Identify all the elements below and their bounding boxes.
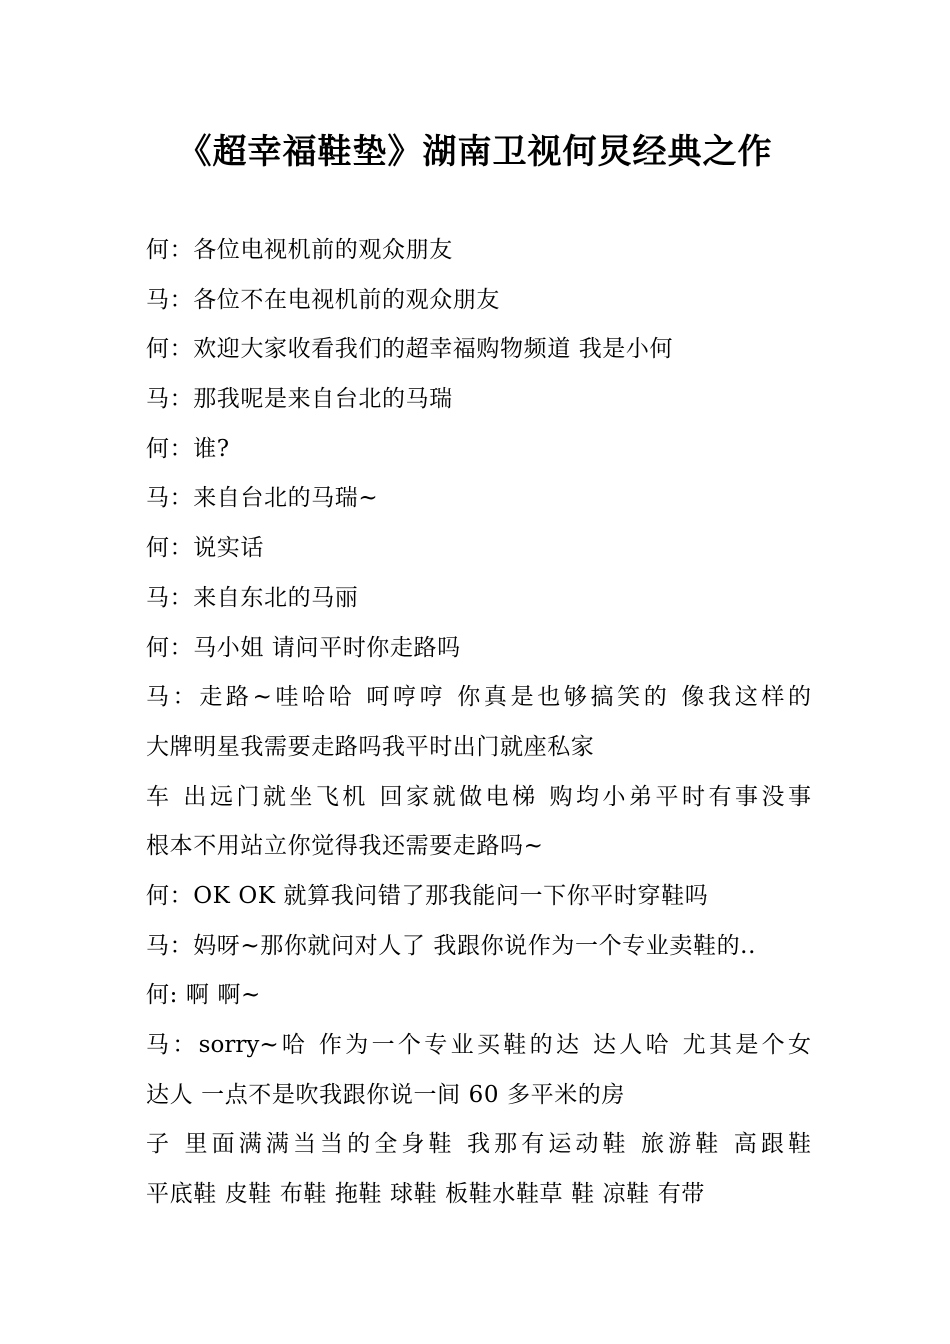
dialogue-line: 马：各位不在电视机前的观众朋友 xyxy=(146,286,500,313)
document-title: 《超幸福鞋垫》湖南卫视何炅经典之作 xyxy=(177,132,773,172)
dialogue-line: 车 出远门就坐飞机 回家就做电梯 购均小弟平时有事没事 xyxy=(146,783,811,810)
dialogue-line: 马：走路~哇哈哈 呵哼哼 你真是也够搞笑的 像我这样的 xyxy=(146,684,811,711)
dialogue-line: 大牌明星我需要走路吗我平时出门就座私家 xyxy=(146,733,595,760)
dialogue-line: 子 里面满满当当的全身鞋 我那有运动鞋 旅游鞋 高跟鞋 xyxy=(146,1131,811,1158)
dialogue-line: 何：欢迎大家收看我们的超幸福购物频道 我是小何 xyxy=(146,336,674,363)
dialogue-line: 根本不用站立你觉得我还需要走路吗~ xyxy=(146,833,544,860)
dialogue-line: 马：妈呀~那你就问对人了 我跟你说作为一个专业卖鞋的.. xyxy=(146,932,757,959)
dialogue-line: 何：说实话 xyxy=(146,535,264,562)
dialogue-body xyxy=(146,232,811,1226)
dialogue-line: 马：来自台北的马瑞~ xyxy=(146,485,379,512)
dialogue-line: 马：那我呢是来自台北的马瑞 xyxy=(146,386,453,413)
dialogue-line: 何：OK OK 就算我问错了那我能问一下你平时穿鞋吗 xyxy=(146,882,709,909)
dialogue-line: 何：马小姐 请问平时你走路吗 xyxy=(146,634,461,661)
dialogue-line: 何: 啊 啊~ xyxy=(146,982,261,1009)
dialogue-line: 马：来自东北的马丽 xyxy=(146,584,359,611)
dialogue-line: 马：sorry~哈 作为一个专业买鞋的达 达人哈 尤其是个女 xyxy=(146,1032,811,1058)
dialogue-line: 何：谁? xyxy=(146,435,230,462)
dialogue-line: 达人 一点不是吹我跟你说一间 60 多平米的房 xyxy=(146,1081,625,1108)
dialogue-line: 平底鞋 皮鞋 布鞋 拖鞋 球鞋 板鞋水鞋草 鞋 凉鞋 有带 xyxy=(146,1181,705,1208)
dialogue-line: 何：各位电视机前的观众朋友 xyxy=(146,237,453,263)
